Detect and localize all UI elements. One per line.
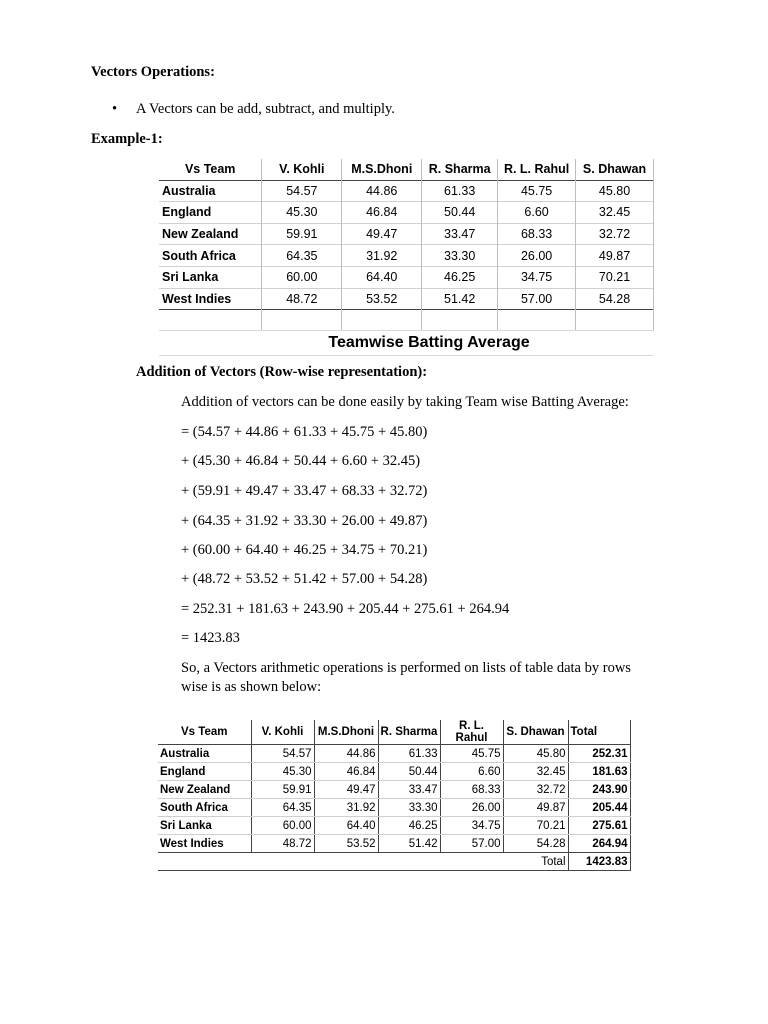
row-total-cell: 275.61 (568, 817, 630, 835)
table-row (158, 781, 630, 799)
value-cell: 26.00 (440, 799, 503, 817)
value-cell: 48.72 (251, 835, 314, 853)
header-cell: R. Sharma (378, 720, 440, 745)
value-cell: 50.44 (378, 763, 440, 781)
equation-line: = 252.31 + 181.63 + 243.90 + 205.44 + 275.61 + 264.94 (181, 601, 510, 617)
bullet-item (112, 101, 395, 118)
team-cell: England (158, 763, 251, 781)
value-cell: 46.25 (378, 817, 440, 835)
value-cell: 46.84 (314, 763, 378, 781)
value-cell: 61.33 (422, 180, 498, 202)
table-header-row (158, 720, 630, 745)
header-cell: V. Kohli (262, 159, 342, 180)
team-cell: South Africa (158, 799, 251, 817)
value-cell: 50.44 (422, 202, 498, 224)
batting-average-table (159, 159, 654, 331)
table-row (159, 245, 654, 267)
value-cell: 46.25 (422, 266, 498, 288)
value-cell: 33.30 (422, 245, 498, 267)
team-cell: Sri Lanka (158, 817, 251, 835)
value-cell: 64.40 (342, 266, 422, 288)
value-cell: 68.33 (498, 223, 576, 245)
grand-total-value: 1423.83 (568, 853, 630, 871)
table-header-row (159, 159, 654, 180)
bullet-symbol: • (112, 101, 118, 117)
value-cell: 6.60 (440, 763, 503, 781)
value-cell: 48.72 (262, 288, 342, 310)
totals-table-figure (158, 720, 631, 871)
subsection-heading: Addition of Vectors (Row-wise representation): (136, 364, 428, 380)
team-cell: New Zealand (159, 223, 262, 245)
value-cell: 45.75 (440, 745, 503, 763)
value-cell: 53.52 (314, 835, 378, 853)
table-row (159, 266, 654, 288)
value-cell: 45.30 (262, 202, 342, 224)
header-cell: S. Dhawan (503, 720, 568, 745)
value-cell: 33.47 (378, 781, 440, 799)
value-cell: 64.40 (314, 817, 378, 835)
grand-total-row (158, 853, 630, 871)
value-cell: 54.28 (576, 288, 654, 310)
table-row (159, 288, 654, 310)
value-cell: 32.45 (576, 202, 654, 224)
value-cell: 70.21 (576, 266, 654, 288)
section-heading: Vectors Operations: (91, 64, 215, 80)
table-row (159, 223, 654, 245)
conclusion-paragraph: So, a Vectors arithmetic operations is performed on lists of table data by rows wise is as shown below: (181, 660, 631, 695)
header-cell: S. Dhawan (576, 159, 654, 180)
value-cell: 59.91 (262, 223, 342, 245)
value-cell: 51.42 (422, 288, 498, 310)
header-cell: Vs Team (158, 720, 251, 745)
value-cell: 68.33 (440, 781, 503, 799)
team-cell: West Indies (158, 835, 251, 853)
table-row (158, 835, 630, 853)
value-cell: 44.86 (342, 180, 422, 202)
example-label: Example-1: (91, 131, 163, 147)
team-cell: England (159, 202, 262, 224)
header-cell: M.S.Dhoni (314, 720, 378, 745)
value-cell: 54.57 (251, 745, 314, 763)
value-cell: 45.80 (503, 745, 568, 763)
row-total-cell: 252.31 (568, 745, 630, 763)
value-cell: 26.00 (498, 245, 576, 267)
value-cell: 31.92 (314, 799, 378, 817)
value-cell: 54.28 (503, 835, 568, 853)
value-cell: 49.87 (576, 245, 654, 267)
value-cell: 49.47 (342, 223, 422, 245)
value-cell: 51.42 (378, 835, 440, 853)
header-cell: R. L. Rahul (498, 159, 576, 180)
value-cell: 32.72 (576, 223, 654, 245)
table-row (159, 202, 654, 224)
header-cell: V. Kohli (251, 720, 314, 745)
header-cell: M.S.Dhoni (342, 159, 422, 180)
table-caption: Teamwise Batting Average (159, 331, 654, 356)
result-line: = 1423.83 (181, 630, 240, 646)
team-cell: Australia (159, 180, 262, 202)
table-row (158, 763, 630, 781)
value-cell: 59.91 (251, 781, 314, 799)
value-cell: 54.57 (262, 180, 342, 202)
value-cell: 49.87 (503, 799, 568, 817)
value-cell: 57.00 (498, 288, 576, 310)
team-cell: South Africa (159, 245, 262, 267)
value-cell: 64.35 (262, 245, 342, 267)
team-cell: New Zealand (158, 781, 251, 799)
equation-line: + (45.30 + 46.84 + 50.44 + 6.60 + 32.45) (181, 453, 421, 469)
value-cell: 31.92 (342, 245, 422, 267)
equation-line: = (54.57 + 44.86 + 61.33 + 45.75 + 45.80) (181, 424, 428, 440)
value-cell: 49.47 (314, 781, 378, 799)
team-cell: Sri Lanka (159, 266, 262, 288)
value-cell: 45.30 (251, 763, 314, 781)
value-cell: 60.00 (262, 266, 342, 288)
table-row (158, 799, 630, 817)
empty-row (159, 310, 654, 331)
value-cell: 70.21 (503, 817, 568, 835)
value-cell: 6.60 (498, 202, 576, 224)
value-cell: 61.33 (378, 745, 440, 763)
team-cell: Australia (158, 745, 251, 763)
value-cell: 45.80 (576, 180, 654, 202)
value-cell: 34.75 (440, 817, 503, 835)
batting-average-table-figure (159, 159, 654, 356)
totals-table (158, 720, 631, 871)
value-cell: 60.00 (251, 817, 314, 835)
value-cell: 57.00 (440, 835, 503, 853)
header-cell: Vs Team (159, 159, 262, 180)
value-cell: 46.84 (342, 202, 422, 224)
row-total-cell: 243.90 (568, 781, 630, 799)
intro-line: Addition of vectors can be done easily by taking Team wise Batting Average: (181, 394, 629, 410)
row-total-cell: 264.94 (568, 835, 630, 853)
equation-line: + (64.35 + 31.92 + 33.30 + 26.00 + 49.87) (181, 513, 428, 529)
equation-line: + (60.00 + 64.40 + 46.25 + 34.75 + 70.21) (181, 542, 428, 558)
value-cell: 45.75 (498, 180, 576, 202)
value-cell: 53.52 (342, 288, 422, 310)
value-cell: 32.72 (503, 781, 568, 799)
value-cell: 34.75 (498, 266, 576, 288)
grand-total-label: Total (503, 853, 568, 871)
value-cell: 32.45 (503, 763, 568, 781)
equation-line: + (48.72 + 53.52 + 51.42 + 57.00 + 54.28) (181, 571, 428, 587)
value-cell: 33.30 (378, 799, 440, 817)
bullet-text: A Vectors can be add, subtract, and multiply. (136, 101, 395, 117)
header-cell: Total (568, 720, 630, 745)
table-row (158, 745, 630, 763)
header-cell: R. Sharma (422, 159, 498, 180)
equation-line: + (59.91 + 49.47 + 33.47 + 68.33 + 32.72) (181, 483, 428, 499)
header-cell: R. L. Rahul (440, 720, 503, 745)
table-row (158, 817, 630, 835)
value-cell: 44.86 (314, 745, 378, 763)
value-cell: 33.47 (422, 223, 498, 245)
row-total-cell: 205.44 (568, 799, 630, 817)
row-total-cell: 181.63 (568, 763, 630, 781)
value-cell: 64.35 (251, 799, 314, 817)
table-row (159, 180, 654, 202)
team-cell: West Indies (159, 288, 262, 310)
